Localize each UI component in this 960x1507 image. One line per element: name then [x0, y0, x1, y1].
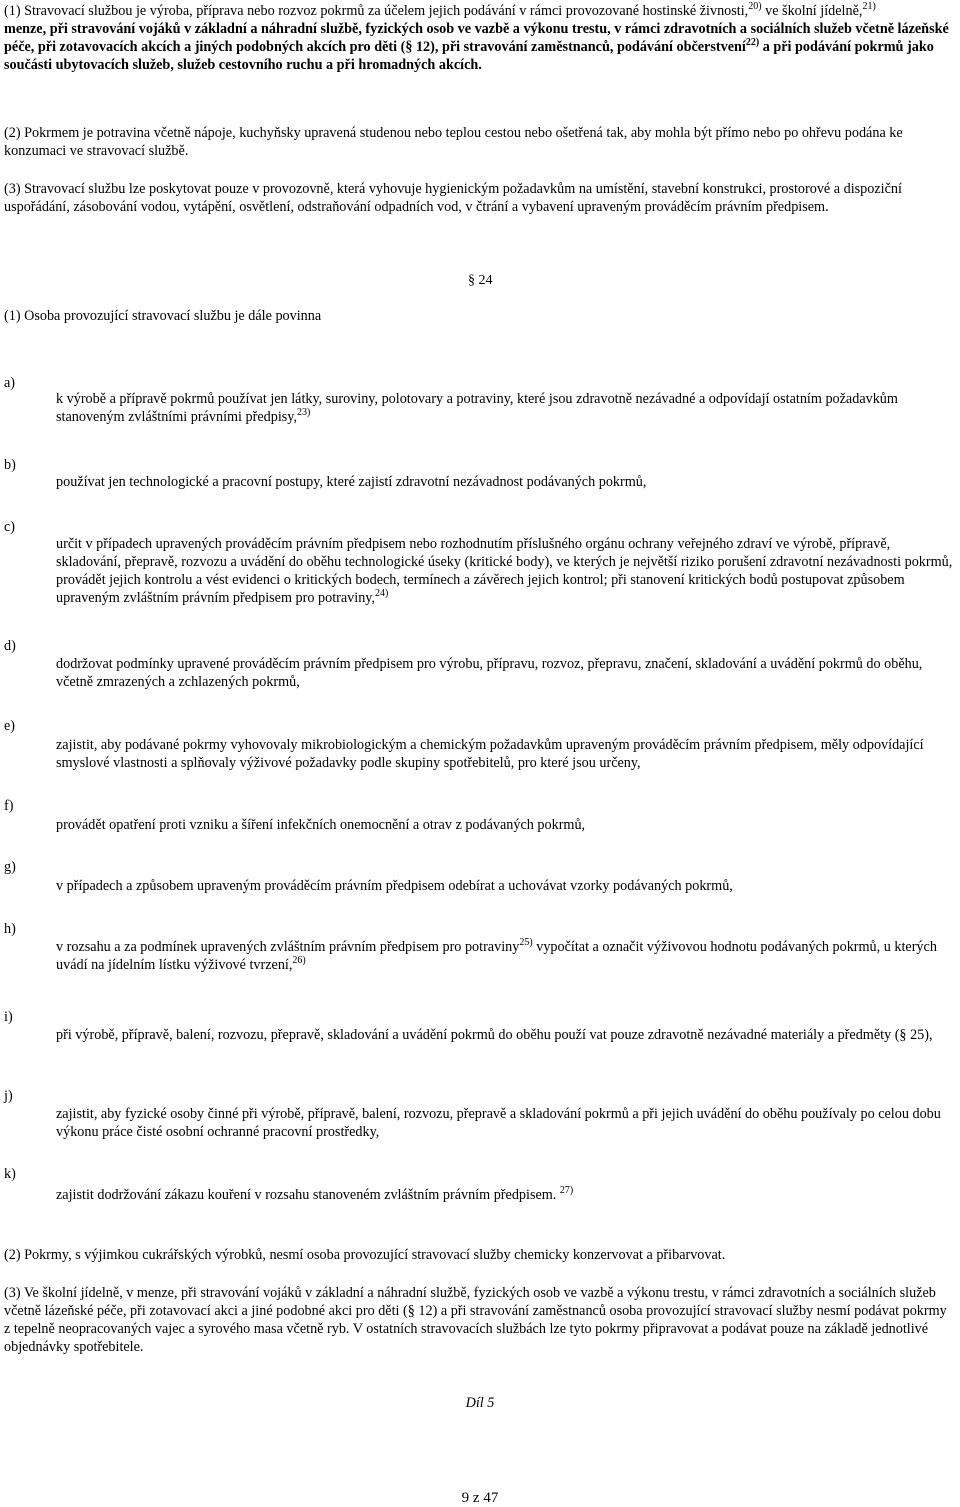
item-letter: i)	[4, 1009, 13, 1025]
item-letter: d)	[4, 638, 16, 654]
paragraph-2: (2) Pokrmem je potravina včetně nápoje, kuchyňsky upravená studenou nebo teplou cestou nebo ošetřená tak, aby mohla být přímo nebo po ohřevu podána ke konzumaci ve stravovací službě.	[4, 125, 903, 159]
item-letter: h)	[4, 921, 16, 937]
paragraph-3: (3) Stravovací službu lze poskytovat pouze v provozovně, která vyhovuje hygienickým požadavkům na umístění, stavební konstrukci, prostorové a dispoziční uspořádání, zásobování vodou, vytápění, osvětlení, odstraňování odpadních vod, v čtrání a vybavení upraveným prováděcím právním předpisem.	[4, 181, 902, 215]
paragraph-4: (2) Pokrmy, s výjimkou cukrářských výrobků, nesmí osoba provozující stravovací služby chemicky konzervovat a přibarvovat.	[4, 1247, 726, 1263]
item-letter: g)	[4, 859, 16, 875]
part-heading: Díl 5	[465, 1395, 495, 1411]
section-number: § 24	[468, 273, 493, 288]
item-letter: e)	[4, 718, 16, 734]
item-letter: b)	[4, 457, 16, 473]
item-letter: f)	[4, 798, 14, 814]
paragraph-1: (1) Stravovací službou je výroba, příprava nebo rozvoz pokrmů za účelem jejich podávání v rámci provozované hostinské živnosti,$^{20)}$ ve školní jídelně,$^{21)}$ menze, při stravování vojáků v základní a náhradní službě, fyzických osob ve vazbě a výkonu trestu, v rámci zdravotních a sociálních služeb včetně lázeňské péče, při zotavovacích akcích a jiných podobných akcích pro děti (§ 12), při stravování zaměstnanců, podávání občerstvení$^{22)}$ a při podávání pokrmů jako součásti ubytovacích služeb, služeb cestovního ruchu a při hromadných akcích.	[4, 1, 949, 73]
page-number: 9 z 47	[461, 1490, 499, 1506]
intro-line: (1) Osoba provozující stravovací službu je dále povinna	[4, 308, 322, 324]
item-letter: k)	[4, 1166, 16, 1182]
item-letter: j)	[4, 1088, 13, 1104]
item-letter: a)	[4, 375, 16, 391]
paragraph-5: (3) Ve školní jídelně, v menze, při stravování vojáků v základní a náhradní službě, fyzických osob ve vazbě a výkonu trestu, v rámci zdravotních a sociálních služeb včetně lázeňské péče, při zotavovací akci a jiné podobné akci pro děti (§ 12) a při stravování zaměstnanců osoba provozující stravovací služby nesmí podávat pokrmy z tepelně neopracovaných vajec a syrového masa včetně ryb. V ostatních stravovacích službách lze tyto pokrmy připravovat a podávat pouze na základě jednotlivé objednávky spotřebitele.	[4, 1285, 947, 1355]
item-letter: c)	[4, 519, 16, 535]
